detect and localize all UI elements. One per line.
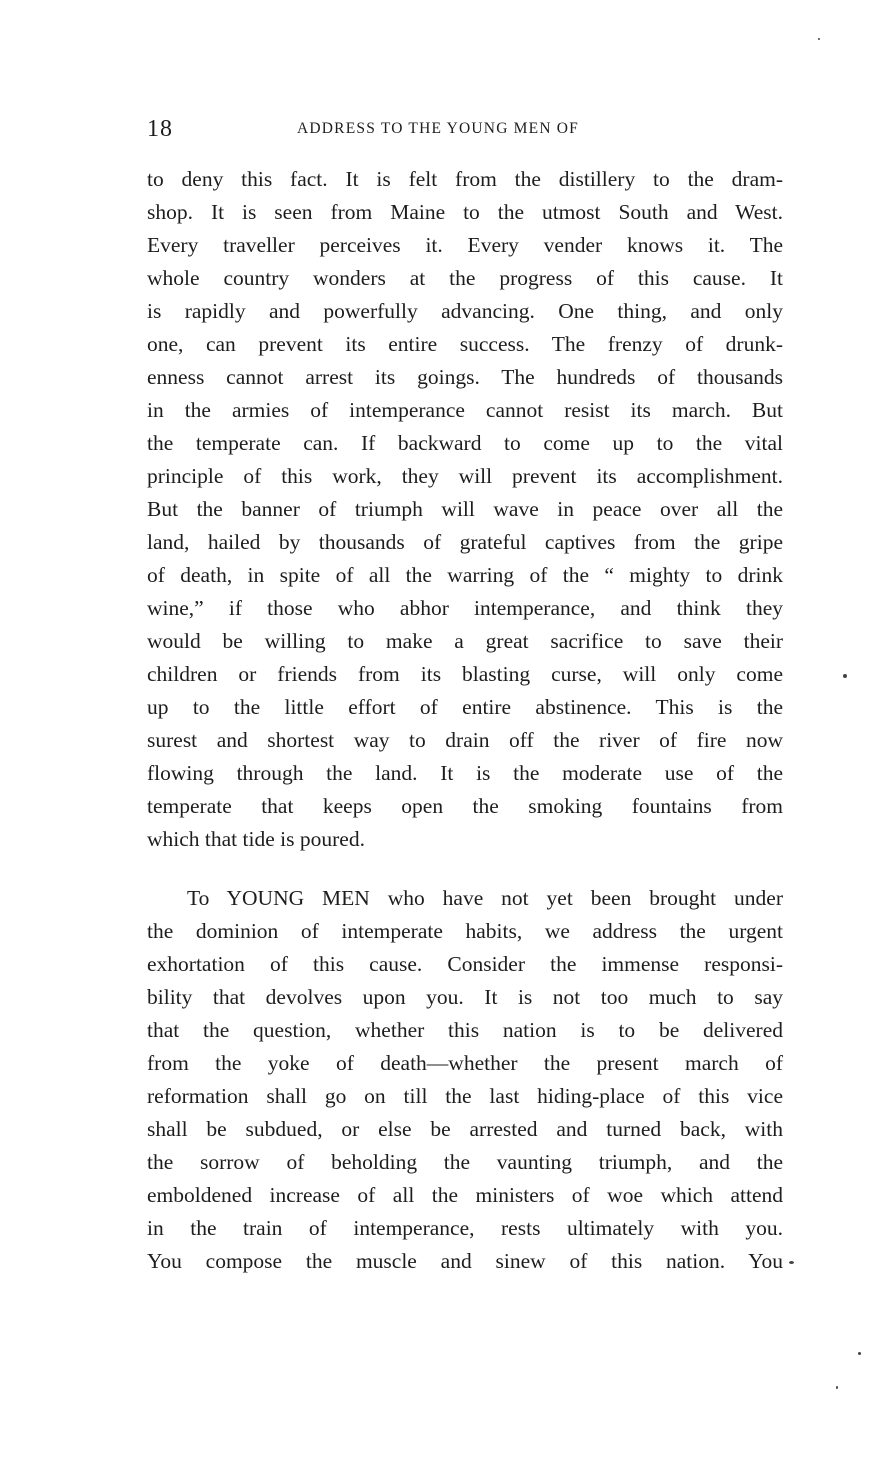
page-header bbox=[147, 116, 783, 146]
scan-speck bbox=[858, 1352, 861, 1355]
text-line: the dominion of intemperate habits, we address the urgent bbox=[147, 919, 783, 943]
text-line: exhortation of this cause. Consider the immense responsi- bbox=[147, 952, 783, 976]
text-line: surest and shortest way to drain off the river of fire now bbox=[147, 728, 783, 752]
text-line: one, can prevent its entire success. The frenzy of drunk- bbox=[147, 332, 783, 356]
text-line: reformation shall go on till the last hiding-place of this vice bbox=[147, 1084, 783, 1108]
text-line: of death, in spite of all the warring of the “ mighty to drink bbox=[147, 563, 783, 587]
text-line: whole country wonders at the progress of this cause. It bbox=[147, 266, 783, 290]
text-line: would be willing to make a great sacrifice to save their bbox=[147, 629, 783, 653]
text-line: But the banner of triumph will wave in peace over all the bbox=[147, 497, 783, 521]
text-line: from the yoke of death—whether the present march of bbox=[147, 1051, 783, 1075]
text-line: which that tide is poured. bbox=[147, 827, 365, 851]
text-line: is rapidly and powerfully advancing. One thing, and only bbox=[147, 299, 783, 323]
text-line: children or friends from its blasting curse, will only come bbox=[147, 662, 783, 686]
text-line: land, hailed by thousands of grateful captives from the gripe bbox=[147, 530, 783, 554]
page-number: 18 bbox=[147, 116, 173, 142]
text-line: To YOUNG MEN who have not yet been brought under bbox=[187, 886, 783, 910]
text-line: flowing through the land. It is the moderate use of the bbox=[147, 761, 783, 785]
text-line: enness cannot arrest its goings. The hundreds of thousands bbox=[147, 365, 783, 389]
text-line: in the armies of intemperance cannot resist its march. But bbox=[147, 398, 783, 422]
running-head: ADDRESS TO THE YOUNG MEN OF bbox=[297, 120, 580, 137]
text-line: up to the little effort of entire abstinence. This is the bbox=[147, 695, 783, 719]
scan-speck bbox=[843, 674, 847, 678]
text-line: Every traveller perceives it. Every vender knows it. The bbox=[147, 233, 783, 257]
text-line: temperate that keeps open the smoking fountains from bbox=[147, 794, 783, 818]
scan-speck bbox=[818, 38, 820, 40]
text-line: bility that devolves upon you. It is not too much to say bbox=[147, 985, 783, 1009]
text-line: that the question, whether this nation is to be delivered bbox=[147, 1018, 783, 1042]
text-line: emboldened increase of all the ministers of woe which attend bbox=[147, 1183, 783, 1207]
text-line: the temperate can. If backward to come up to the vital bbox=[147, 431, 783, 455]
paragraph-2 bbox=[147, 882, 783, 1278]
text-line: shop. It is seen from Maine to the utmost South and West. bbox=[147, 200, 783, 224]
text-line: the sorrow of beholding the vaunting triumph, and the bbox=[147, 1150, 783, 1174]
text-line: shall be subdued, or else be arrested and turned back, with bbox=[147, 1117, 783, 1141]
paragraph-1 bbox=[147, 163, 783, 856]
text-line: You compose the muscle and sinew of this nation. You bbox=[147, 1249, 783, 1273]
scan-speck bbox=[836, 1386, 838, 1389]
text-line: in the train of intemperance, rests ultimately with you. bbox=[147, 1216, 783, 1240]
text-line: principle of this work, they will prevent its accomplishment. bbox=[147, 464, 783, 488]
text-line: to deny this fact. It is felt from the distillery to the dram- bbox=[147, 167, 783, 191]
text-line: wine,” if those who abhor intemperance, and think they bbox=[147, 596, 783, 620]
scan-speck bbox=[789, 1261, 794, 1264]
